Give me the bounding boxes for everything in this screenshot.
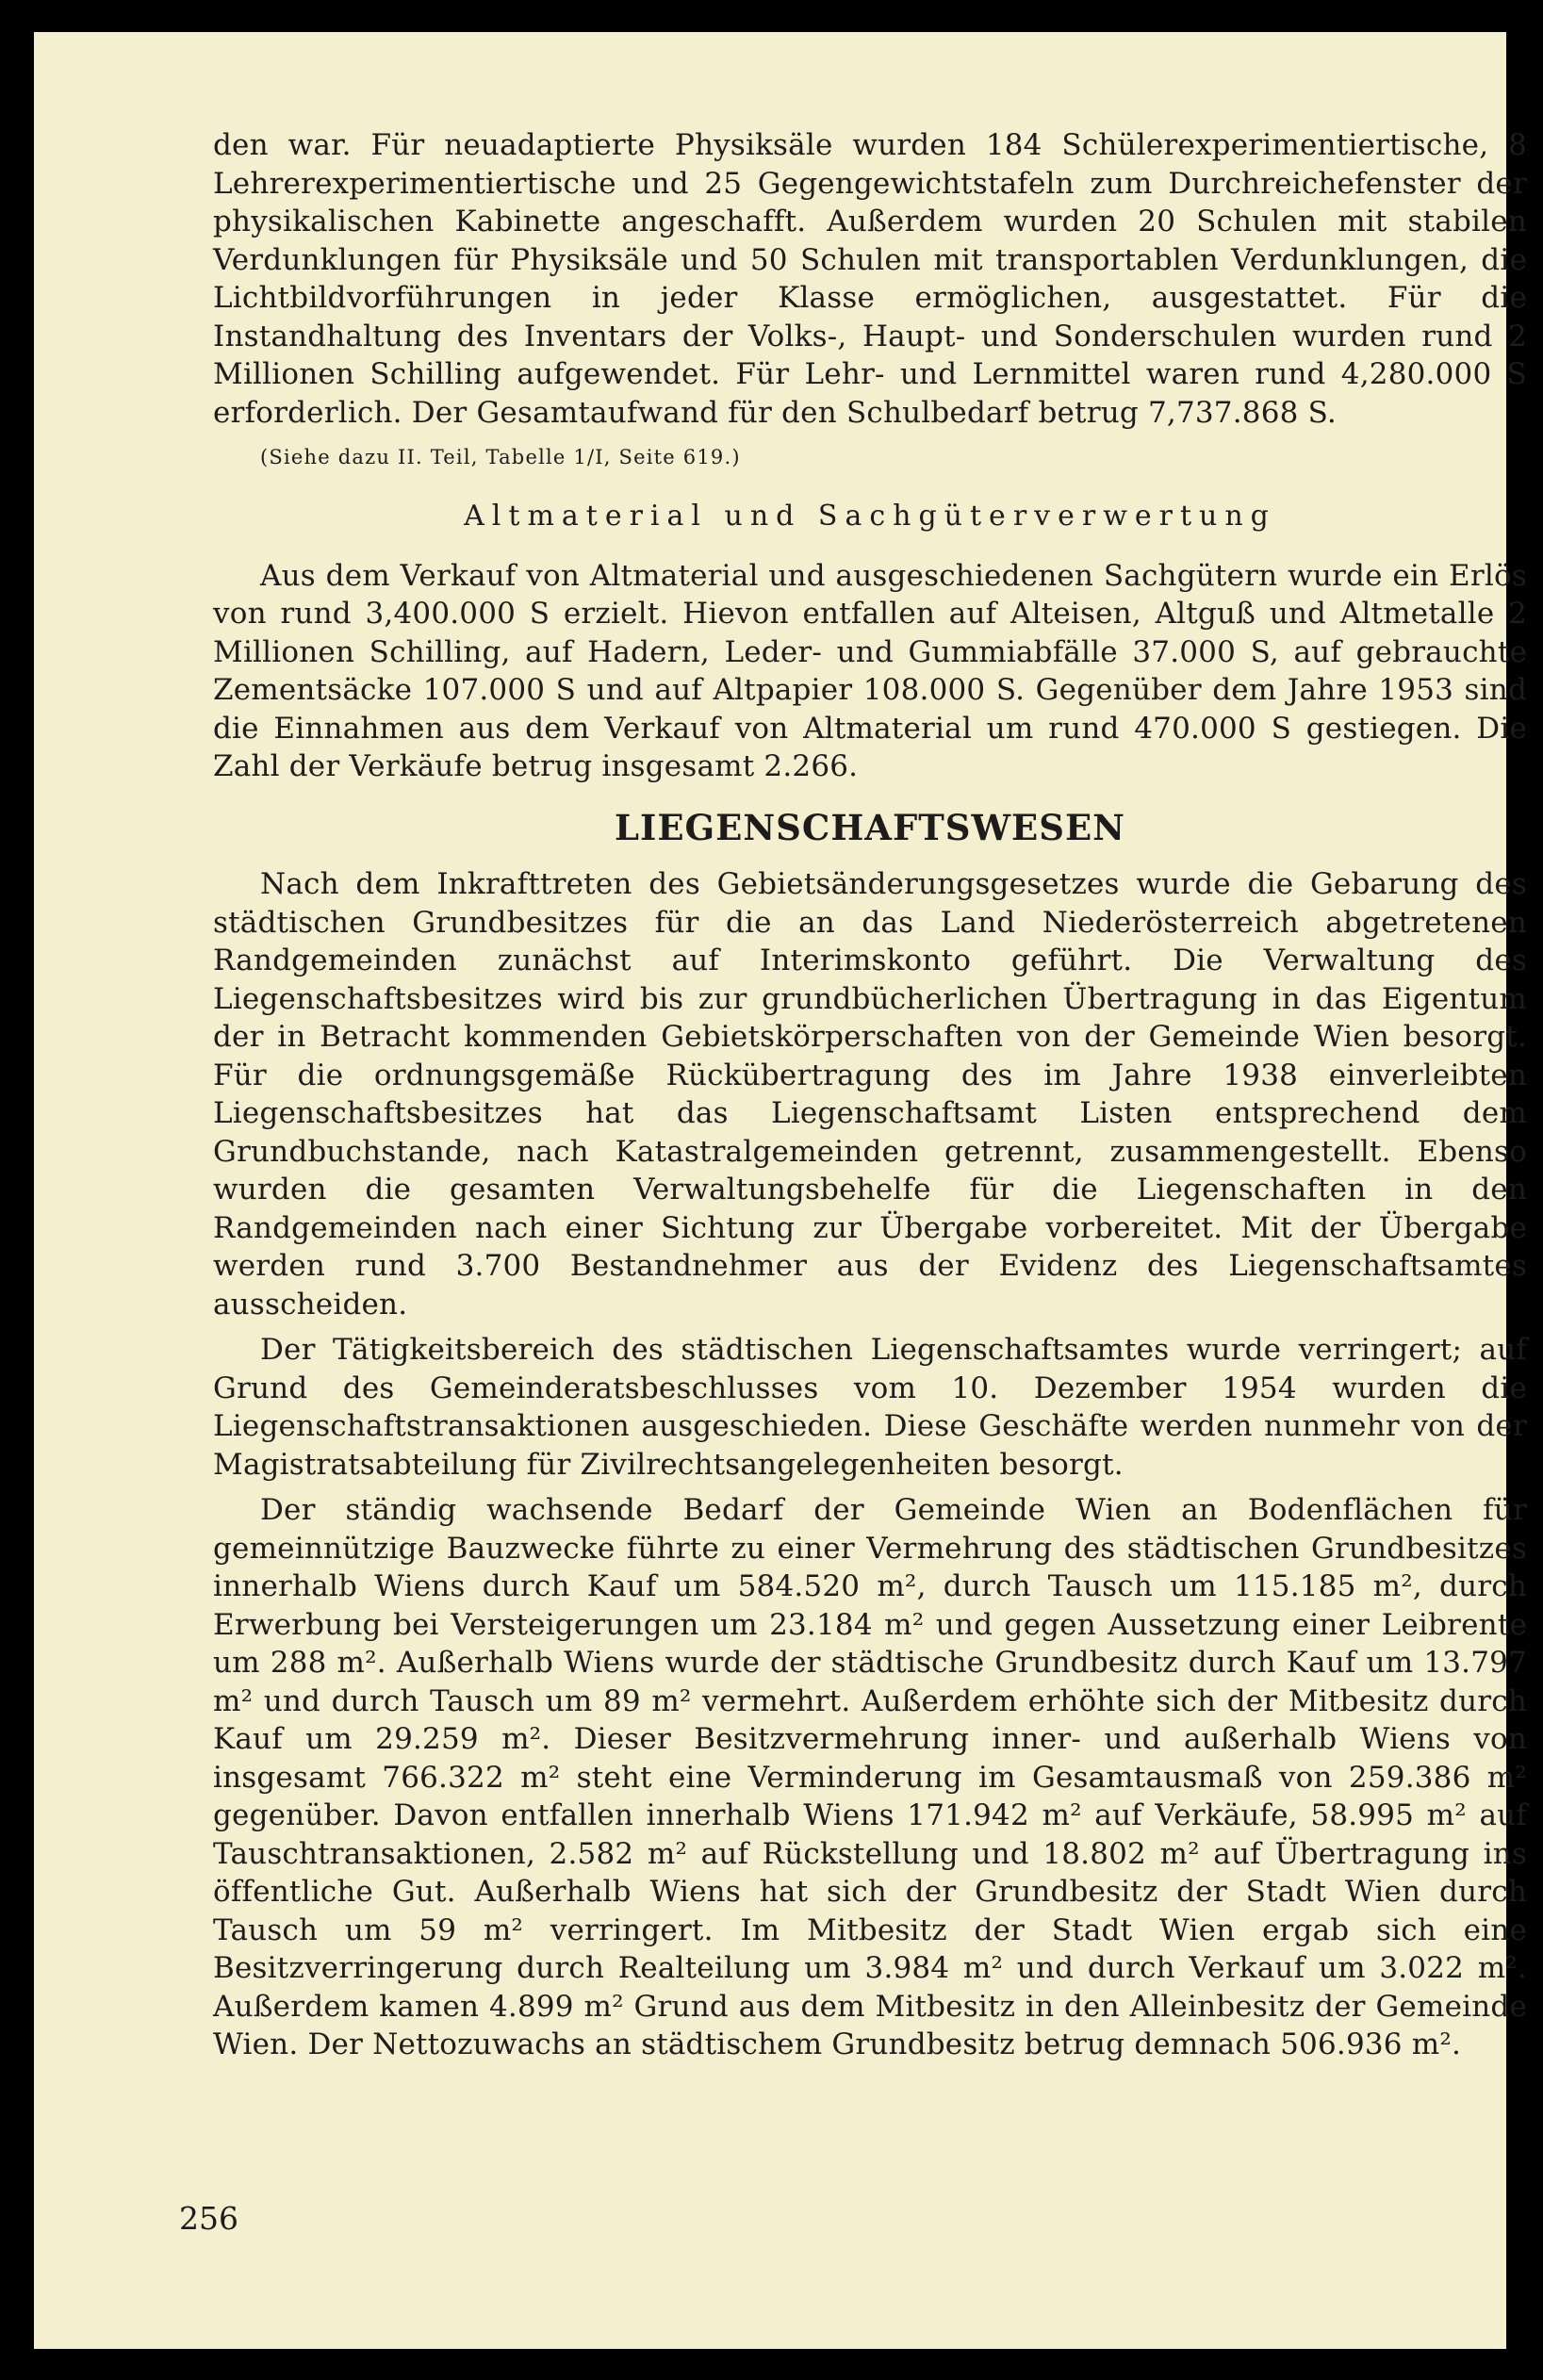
paragraph-land-holdings: Der ständig wachsende Bedarf der Gemeinde Wien an Bodenflächen für gemeinnützige Bauzwecke führte zu einer Vermehrung des städtischen Grundbesitzes innerhalb Wiens durch Kauf um 584.520 m², durch Tausch um 115.185 m², durch Erwerbung bei Versteigerungen um 23.184 m² und gegen Aussetzung einer Leibrente um 288 m². Außerhalb Wiens wurde der städtische Grundbesitz durch Kauf um 13.797 m² und durch Tausch um 89 m² vermehrt. Außerdem erhöhte sich der Mitbesitz durch Kauf um 29.259 m². Dieser Besitzvermehrung inner- und außerhalb Wiens von insgesamt 766.322 m² steht eine Verminderung im Gesamtausmaß von 259.386 m² gegenüber. Davon entfallen innerhalb Wiens 171.942 m² auf Verkäufe, 58.995 m² auf Tauschtransaktionen, 2.582 m² auf Rückstellung und 18.802 m² auf Übertragung ins öffentliche Gut. Außerhalb Wiens hat sich der Grundbesitz der Stadt Wien durch Tausch um 59 m² verringert. Im Mitbesitz der Stadt Wien ergab sich eine Besitzverringerung durch Realteilung um 3.984 m² und durch Verkauf um 3.022 m². Außerdem kamen 4.899 m² Grund aus dem Mitbesitz in den Alleinbesitz der Gemeinde Wien. Der Nettozuwachs an städtischem Grundbesitz betrug demnach 506.936 m². <box>213 1493 1527 2061</box>
section-heading-scrap-material: Altmaterial und Sachgüterverwertung <box>464 500 1276 533</box>
paragraph-office-scope: Der Tätigkeitsbereich des städtischen Liegenschaftsamtes wurde verringert; auf Grund des Gemeinderatsbeschlusses vom 10. Dezember 1954 wurden die Liegenschaftstransaktionen ausgeschieden. Diese Geschäfte werden nunmehr von der Magistratsabteilung für Zivilrechtsangelegenheiten besorgt. <box>213 1333 1527 1482</box>
page-number: 256 <box>179 2200 238 2237</box>
paragraph-scrap-revenue: Aus dem Verkauf von Altmaterial und ausgeschiedenen Sachgütern wurde ein Erlös von rund 3,400.000 S erzielt. Hievon entfallen auf Alteisen, Altguß und Altmetalle 2 Millionen Schilling, auf Hadern, Leder- und Gummiabfälle 37.000 S, auf gebrauchte Zementsäcke 107.000 S und auf Altpapier 108.000 S. Gegenüber dem Jahre 1953 sind die Einnahmen aus dem Verkauf von Altmaterial um rund 470.000 S gestiegen. Die Zahl der Verkäufe betrug insgesamt 2.266. <box>213 558 1527 783</box>
page-body <box>213 126 1527 2064</box>
table-reference-note: (Siehe dazu II. Teil, Tabelle 1/I, Seite 619.) <box>260 446 741 468</box>
chapter-heading-real-estate: LIEGENSCHAFTSWESEN <box>615 806 1125 848</box>
paragraph-territory-change: Nach dem Inkrafttreten des Gebietsänderungsgesetzes wurde die Gebarung des städtischen Grundbesitzes für die an das Land Niederösterreich abgetretenen Randgemeinden zunächst auf Interimskonto geführt. Die Verwaltung des Liegenschaftsbesitzes wird bis zur grundbücherlichen Übertragung in das Eigentum der in Betracht kommenden Gebietskörperschaften von der Gemeinde Wien besorgt. Für die ordnungsgemäße Rückübertragung des im Jahre 1938 einverleibten Liegenschaftsbesitzes hat das Liegenschaftsamt Listen entsprechend dem Grundbuchstande, nach Katastralgemeinden getrennt, zusammengestellt. Ebenso wurden die gesamten Verwaltungsbehelfe für die Liegenschaften in den Randgemeinden nach einer Sichtung zur Übergabe vorbereitet. Mit der Übergabe werden rund 3.700 Bestandnehmer aus der Evidenz des Liegenschaftsamtes ausscheiden. <box>213 867 1527 1321</box>
paragraph-school-equipment: den war. Für neuadaptierte Physiksäle wurden 184 Schülerexperimentiertische, 8 Lehrerexperimentiertische und 25 Gegengewichtstafeln zum Durchreichefenster der physikalischen Kabinette angeschafft. Außerdem wurden 20 Schulen mit stabilen Verdunklungen für Physiksäle und 50 Schulen mit transportablen Verdunklungen, die Lichtbildvorführungen in jeder Klasse ermöglichen, ausgestattet. Für die Instandhaltung des Inventars der Volks-, Haupt- und Sonderschulen wurden rund 2 Millionen Schilling aufgewendet. Für Lehr- und Lernmittel waren rund 4,280.000 S erforderlich. Der Gesamtaufwand für den Schulbedarf betrug 7,737.868 S. <box>213 128 1527 430</box>
document-page <box>34 32 1527 2349</box>
